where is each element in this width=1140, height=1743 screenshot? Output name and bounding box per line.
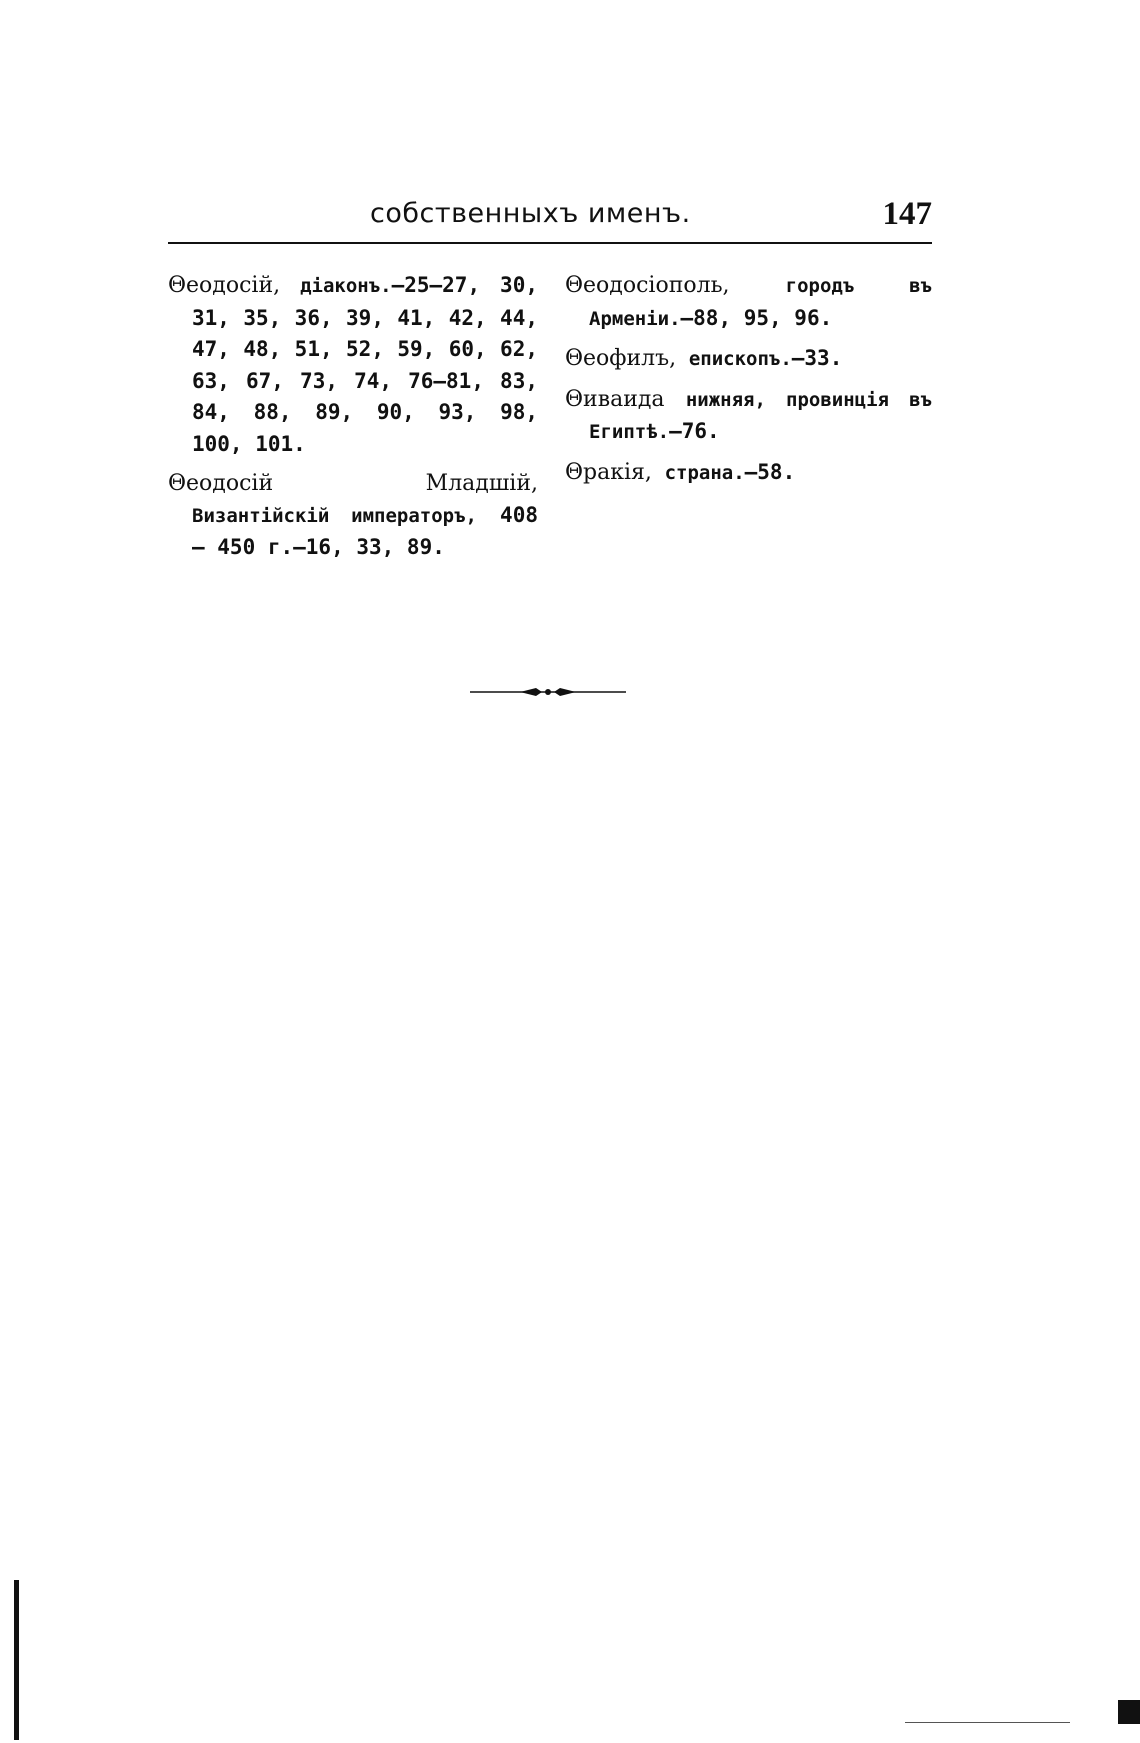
entry-page-refs: —58. xyxy=(744,459,796,484)
index-entry xyxy=(565,270,932,335)
entry-description: нижняя, провинція въ Египтѣ. xyxy=(589,388,932,443)
entry-page-refs: —33. xyxy=(791,346,843,370)
index-entry xyxy=(565,343,932,376)
section-end-ornament-icon xyxy=(470,684,626,700)
entry-page-refs: —88, 95, 96. xyxy=(680,305,833,330)
entry-name: Θеодосіополь, xyxy=(565,273,730,298)
entry-name: Θеодосій, xyxy=(168,273,281,298)
running-header xyxy=(168,198,932,238)
entry-name: Θиваида xyxy=(565,386,665,412)
index-entry xyxy=(168,270,538,460)
index-entry xyxy=(168,468,538,564)
index-column-left xyxy=(168,270,538,572)
entry-description: Византійскій императоръ, xyxy=(192,504,477,527)
index-entry xyxy=(565,384,932,449)
entry-page-refs: 408 — 450 г.—16, 33, 89. xyxy=(192,502,538,559)
entry-page-refs: —76. xyxy=(669,419,720,443)
header-rule xyxy=(168,242,932,244)
entry-name: Θеофилъ, xyxy=(565,346,677,371)
index-column-right xyxy=(565,270,932,497)
scan-edge-mark xyxy=(14,1580,19,1740)
entry-name: Θеодосій Младшій, xyxy=(168,471,538,496)
entry-description: епископъ. xyxy=(688,348,792,370)
entry-page-refs: —25—27, 30, 31, 35, 36, 39, 41, 42, 44, 47, 48, 51, 52, 59, 60, 62, 63, 67, 73, 74, 76—81, 83, 84, 88, 89, 90, 93, 98, 100, 101. xyxy=(192,273,538,456)
index-entry xyxy=(565,457,932,490)
page-number: 147 xyxy=(882,196,932,232)
scan-bottom-line xyxy=(905,1722,1070,1723)
entry-description: страна. xyxy=(664,461,745,484)
entry-name: Θракія, xyxy=(565,459,652,485)
scan-corner-mark xyxy=(1118,1700,1140,1724)
entry-description: городъ въ Арменіи. xyxy=(589,275,932,330)
running-title: собственныхъ именъ. xyxy=(370,198,691,229)
entry-description: діаконъ. xyxy=(300,275,392,297)
